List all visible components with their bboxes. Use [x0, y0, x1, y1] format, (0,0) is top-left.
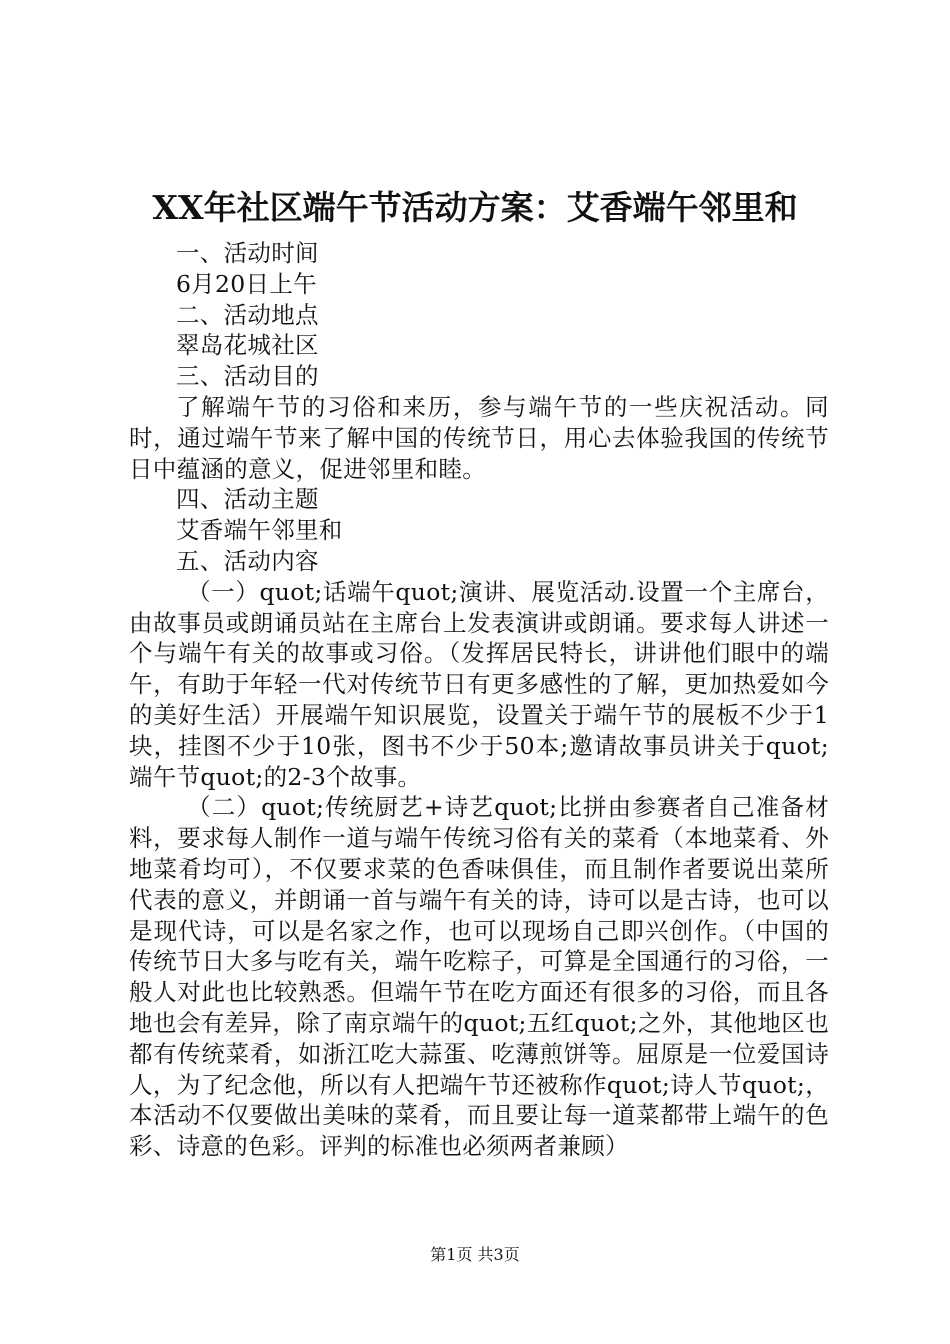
page-number: 第1页 共3页 [430, 1245, 520, 1264]
paragraph-content-1: （一）quot;话端午quot;演讲、展览活动.设置一个主席台，由故事员或朗诵员站在主席台上发表演讲或朗诵。要求每人讲述一个与端午有关的故事或习俗。（发挥居民特长，讲讲他们眼中的端午，有助于年轻一代对传统节日有更多感性的了解，更加热爱如今的美好生活）开展端午知识展览，设置关于端午节的展板不少于1块，挂图不少于10张，图书不少于50本;邀请故事员讲关于quot;端午节quot;的2-3个故事。 [129, 577, 829, 791]
section-heading-purpose: 三、活动目的 [176, 362, 319, 391]
paragraph-time: 6月20日上午 [176, 269, 317, 298]
section-heading-location: 二、活动地点 [176, 300, 319, 329]
paragraph-content-2: （二）quot;传统厨艺+诗艺quot;比拼由参赛者自己准备材料，要求每人制作一道与端午传统习俗有关的菜肴（本地菜肴、外地菜肴均可），不仅要求菜的色香味俱佳，而且制作者要说出菜所代表的意义，并朗诵一首与端午有关的诗，诗可以是古诗，也可以是现代诗，可以是名家之作，也可以现场自己即兴创作。（中国的传统节日大多与吃有关，端午吃粽子，可算是全国通行的习俗，一般人对此也比较熟悉。但端午节在吃方面还有很多的习俗，而且各地也会有差异，除了南京端午的quot;五红quot;之外，其他地区也都有传统菜肴，如浙江吃大蒜蛋、吃薄煎饼等。屈原是一位爱国诗人，为了纪念他，所以有人把端午节还被称作quot;诗人节quot;，本活动不仅要做出美味的菜肴，而且要让每一道菜都带上端午的色彩、诗意的色彩。评判的标准也必须两者兼顾） [129, 793, 829, 1161]
section-heading-time: 一、活动时间 [176, 239, 319, 267]
paragraph-theme: 艾香端午邻里和 [176, 516, 343, 545]
section-heading-content: 五、活动内容 [176, 546, 319, 575]
paragraph-purpose: 了解端午节的习俗和来历，参与端午节的一些庆祝活动。同时，通过端午节来了解中国的传统节日，用心去体验我国的传统节日中蕴涵的意义，促进邻里和睦。 [129, 392, 829, 483]
document-title: XX年社区端午节活动方案：艾香端午邻里和 [152, 188, 798, 227]
document-body [129, 238, 829, 1162]
section-heading-theme: 四、活动主题 [176, 485, 319, 514]
paragraph-location: 翠岛花城社区 [176, 331, 319, 360]
